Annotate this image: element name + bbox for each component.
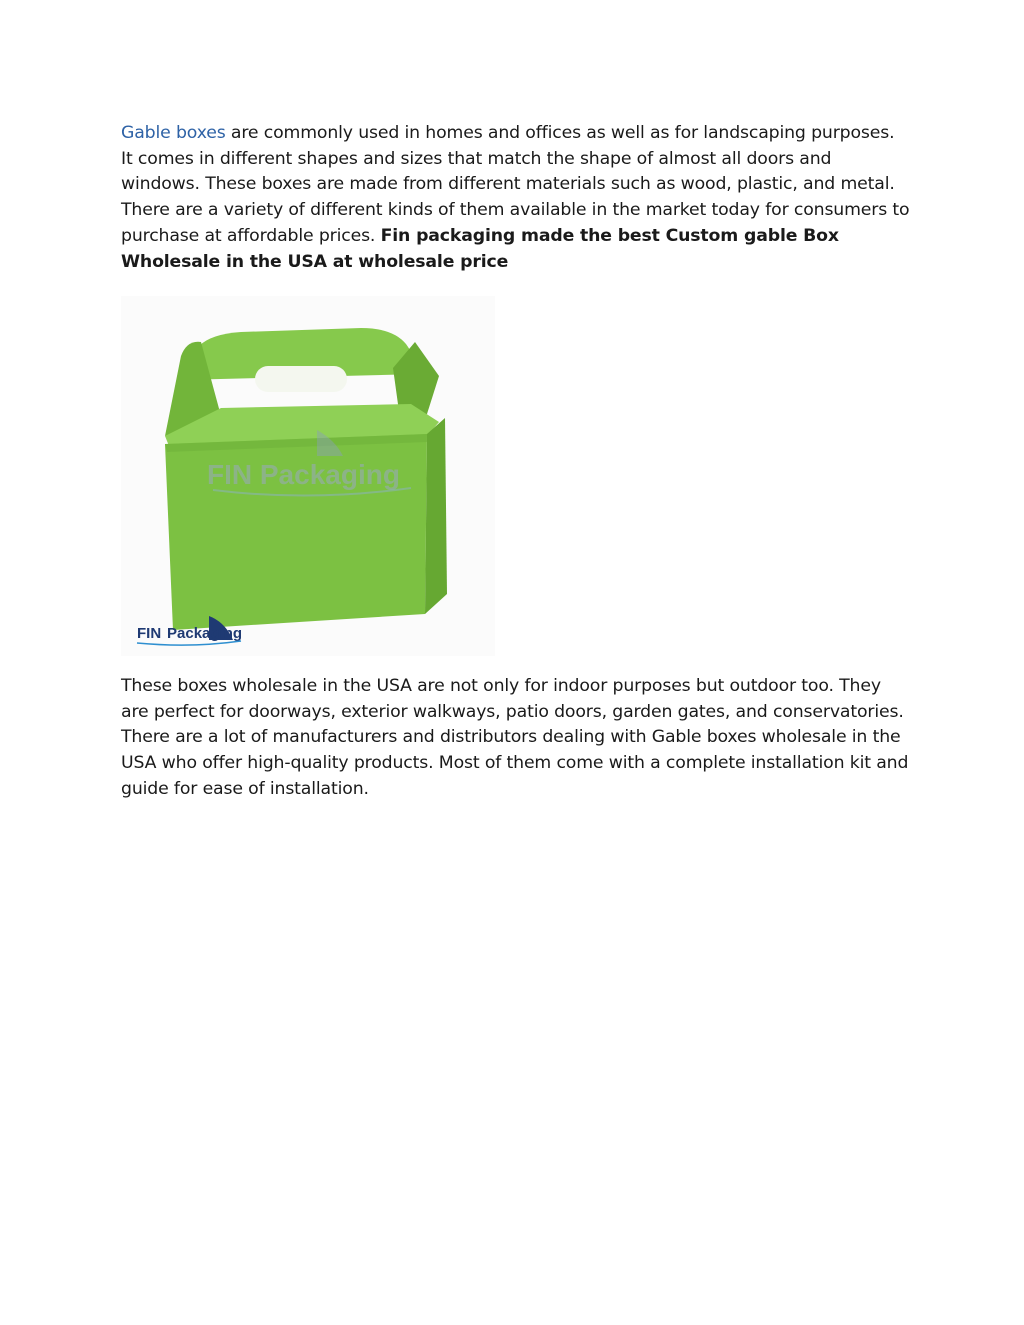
logo-packaging-text: Packaging: [167, 625, 243, 642]
intro-bold-text: Fin packaging made the best Custom gable Box Wholesale in the USA at wholesale price: [121, 225, 839, 272]
logo-fin-text: FIN: [137, 625, 162, 642]
gable-boxes-link[interactable]: Gable boxes: [121, 123, 226, 143]
watermark-text: FIN Packaging: [207, 459, 400, 490]
gable-box-image: [121, 296, 495, 656]
second-paragraph: These boxes wholesale in the USA are not only for indoor purposes but outdoor too. They are perfect for doorways, exterior walkways, patio doors, garden gates, and conservatories. There are a lot of manufacturers and distributors dealing with Gable boxes wholesale in the USA who offer high-quality products. Most of them come with a complete installation kit and guide for ease of installation.: [121, 676, 909, 799]
intro-text: are commonly used in homes and offices as well as for landscaping purposes. It comes in different shapes and sizes that match the shape of almost all doors and windows. These boxes are made from different materials such as wood, plastic, and metal. There are a variety of different kinds of them available in the market today for consumers to purchase at affordable prices.: [121, 123, 910, 246]
intro-paragraph: [121, 121, 911, 275]
